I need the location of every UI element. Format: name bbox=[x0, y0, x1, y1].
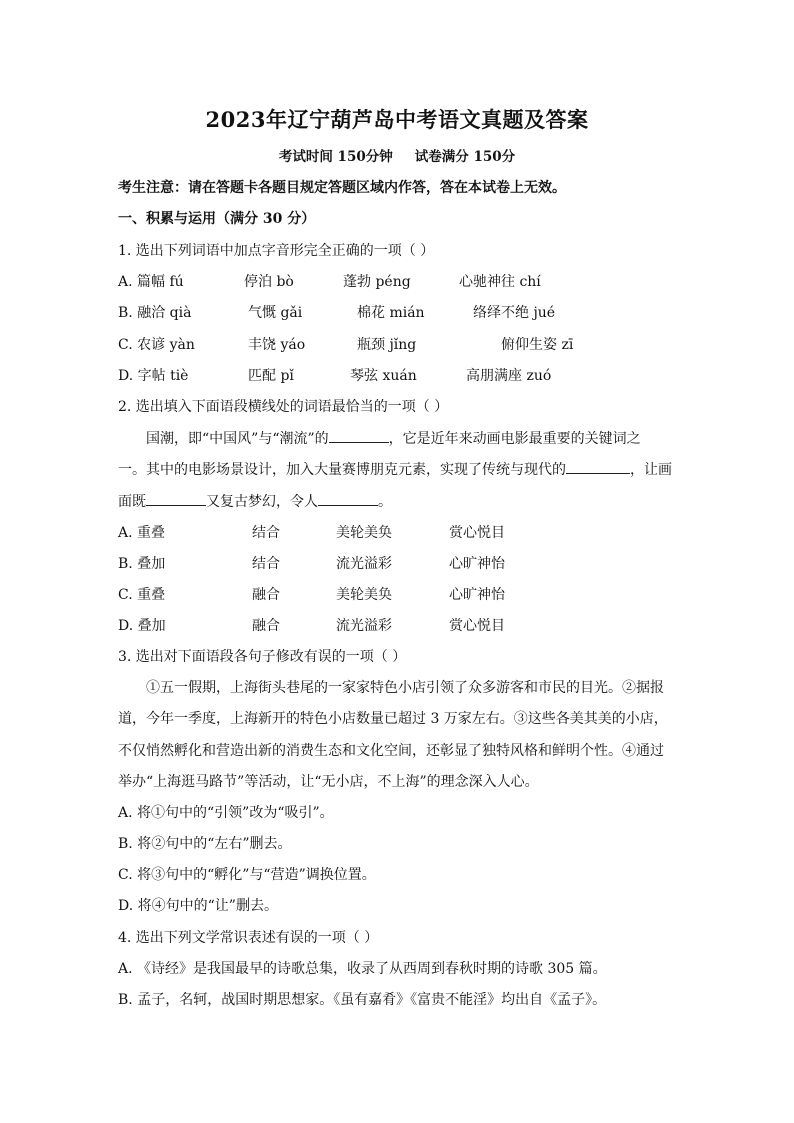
q2-option-a-2: 结合 bbox=[252, 525, 280, 541]
q1-option-c-3: 瓶颈 jǐng bbox=[357, 337, 417, 353]
q1-option-c-2: 丰饶 yáo bbox=[248, 337, 306, 353]
answer-blank bbox=[566, 461, 630, 474]
q2-option-d-2: 融合 bbox=[252, 618, 280, 634]
exam-time: 考试时间 150分钟 bbox=[278, 149, 393, 165]
q3-stem: 3. 选出对下面语段各句子修改有误的一项（ ） bbox=[118, 649, 407, 665]
q1-option-a-2: 停泊 bò bbox=[244, 274, 294, 290]
q2-option-c-2: 融合 bbox=[252, 587, 280, 603]
q1-option-c-1: C. 农谚 yàn bbox=[118, 337, 195, 353]
q1-option-a-1: A. 篇幅 fú bbox=[118, 274, 184, 290]
q1-option-b-2: 气慨 gǎi bbox=[248, 305, 303, 321]
q2-option-a-4: 赏心悦目 bbox=[449, 525, 505, 541]
q2-passage-line-1: 国潮，即“中国风”与“潮流”的 ，它是近年来动画电影最重要的关键词之 bbox=[146, 431, 641, 447]
q1-option-b-4: 络绎不绝 jué bbox=[473, 305, 556, 321]
q3-passage-line: 道，今年一季度，上海新开的特色小店数量已超过 3 万家左右。③这些各美其美的小店， bbox=[118, 711, 668, 727]
q2-option-c-3: 美轮美奂 bbox=[336, 587, 392, 603]
q1-option-d-1: D. 字帖 tiè bbox=[118, 368, 189, 384]
q1-stem: 1. 选出下列词语中加点字音形完全正确的一项（ ） bbox=[118, 243, 435, 259]
q2-option-d-4: 赏心悦目 bbox=[449, 618, 505, 634]
exam-score: 试卷满分 150分 bbox=[414, 149, 516, 165]
q1-option-d-4: 高朋满座 zuó bbox=[466, 368, 552, 384]
q2-option-b-3: 流光溢彩 bbox=[336, 556, 392, 572]
q2-stem: 2. 选出填入下面语段横线处的词语最恰当的一项（ ） bbox=[118, 399, 449, 415]
q2-option-c-1: C. 重叠 bbox=[118, 587, 166, 603]
q1-option-d-3: 琴弦 xuán bbox=[350, 368, 417, 384]
q1-option-b-3: 棉花 mián bbox=[357, 305, 425, 321]
q1-option-a-3: 蓬勃 péng bbox=[343, 274, 411, 290]
q2-option-a-1: A. 重叠 bbox=[118, 525, 166, 541]
q1-option-b-1: B. 融洽 qià bbox=[118, 305, 192, 321]
q3-option-b: B. 将②句中的“左右”删去。 bbox=[118, 836, 292, 852]
answer-blank bbox=[318, 493, 378, 506]
q2-option-b-4: 心旷神怡 bbox=[449, 556, 505, 572]
notice: 考生注意：请在答题卡各题目规定答题区域内作答，答在本试卷上无效。 bbox=[118, 180, 566, 196]
answer-blank bbox=[146, 493, 206, 506]
exam-title: 2023年辽宁葫芦岛中考语文真题及答案 bbox=[205, 107, 589, 132]
q4-stem: 4. 选出下列文学常识表述有误的一项（ ） bbox=[118, 930, 379, 946]
q4-option-a: A. 《诗经》是我国最早的诗歌总集，收录了从西周到春秋时期的诗歌 305 篇。 bbox=[118, 961, 607, 977]
q1-option-c-4: 俯仰生姿 zī bbox=[501, 337, 574, 353]
q2-option-d-1: D. 叠加 bbox=[118, 618, 166, 634]
q2-option-b-2: 结合 bbox=[252, 556, 280, 572]
q4-option-b: B. 孟子，名轲，战国时期思想家。《虽有嘉肴》《富贵不能淫》均出自《孟子》。 bbox=[118, 992, 607, 1008]
q1-option-d-2: 匹配 pǐ bbox=[248, 368, 294, 384]
q3-passage-line: 不仅悄然孵化和营造出新的消费生态和文化空间，还彰显了独特风格和鲜明个性。④通过 bbox=[118, 743, 664, 759]
q2-option-a-3: 美轮美奂 bbox=[336, 525, 392, 541]
section-title: 一、积累与运用（满分 30 分） bbox=[118, 211, 316, 227]
q3-option-a: A. 将①句中的“引领”改为“吸引”。 bbox=[118, 805, 334, 821]
q2-option-b-1: B. 叠加 bbox=[118, 556, 166, 572]
q2-option-c-4: 心旷神怡 bbox=[449, 587, 505, 603]
exam-info bbox=[0, 145, 794, 165]
q3-passage-line: 举办“上海逛马路节”等活动，让“无小店，不上海”的理念深入人心。 bbox=[118, 774, 539, 790]
q2-passage-line-2: 一。其中的电影场景设计，加入大量赛博朋克元素，实现了传统与现代的 ，让画 bbox=[118, 462, 672, 478]
q2-passage-line-3: 面既 又复古梦幻，令人 。 bbox=[118, 494, 392, 510]
q3-option-c: C. 将③句中的“孵化”与“营造”调换位置。 bbox=[118, 867, 376, 883]
answer-blank bbox=[329, 430, 389, 443]
q2-option-d-3: 流光溢彩 bbox=[336, 618, 392, 634]
q3-passage-line: ①五一假期，上海街头巷尾的一家家特色小店引领了众多游客和市民的目光。②据报 bbox=[146, 680, 664, 696]
q1-option-a-4: 心驰神往 chí bbox=[459, 274, 541, 290]
q3-option-d: D. 将④句中的“让”删去。 bbox=[118, 898, 278, 914]
